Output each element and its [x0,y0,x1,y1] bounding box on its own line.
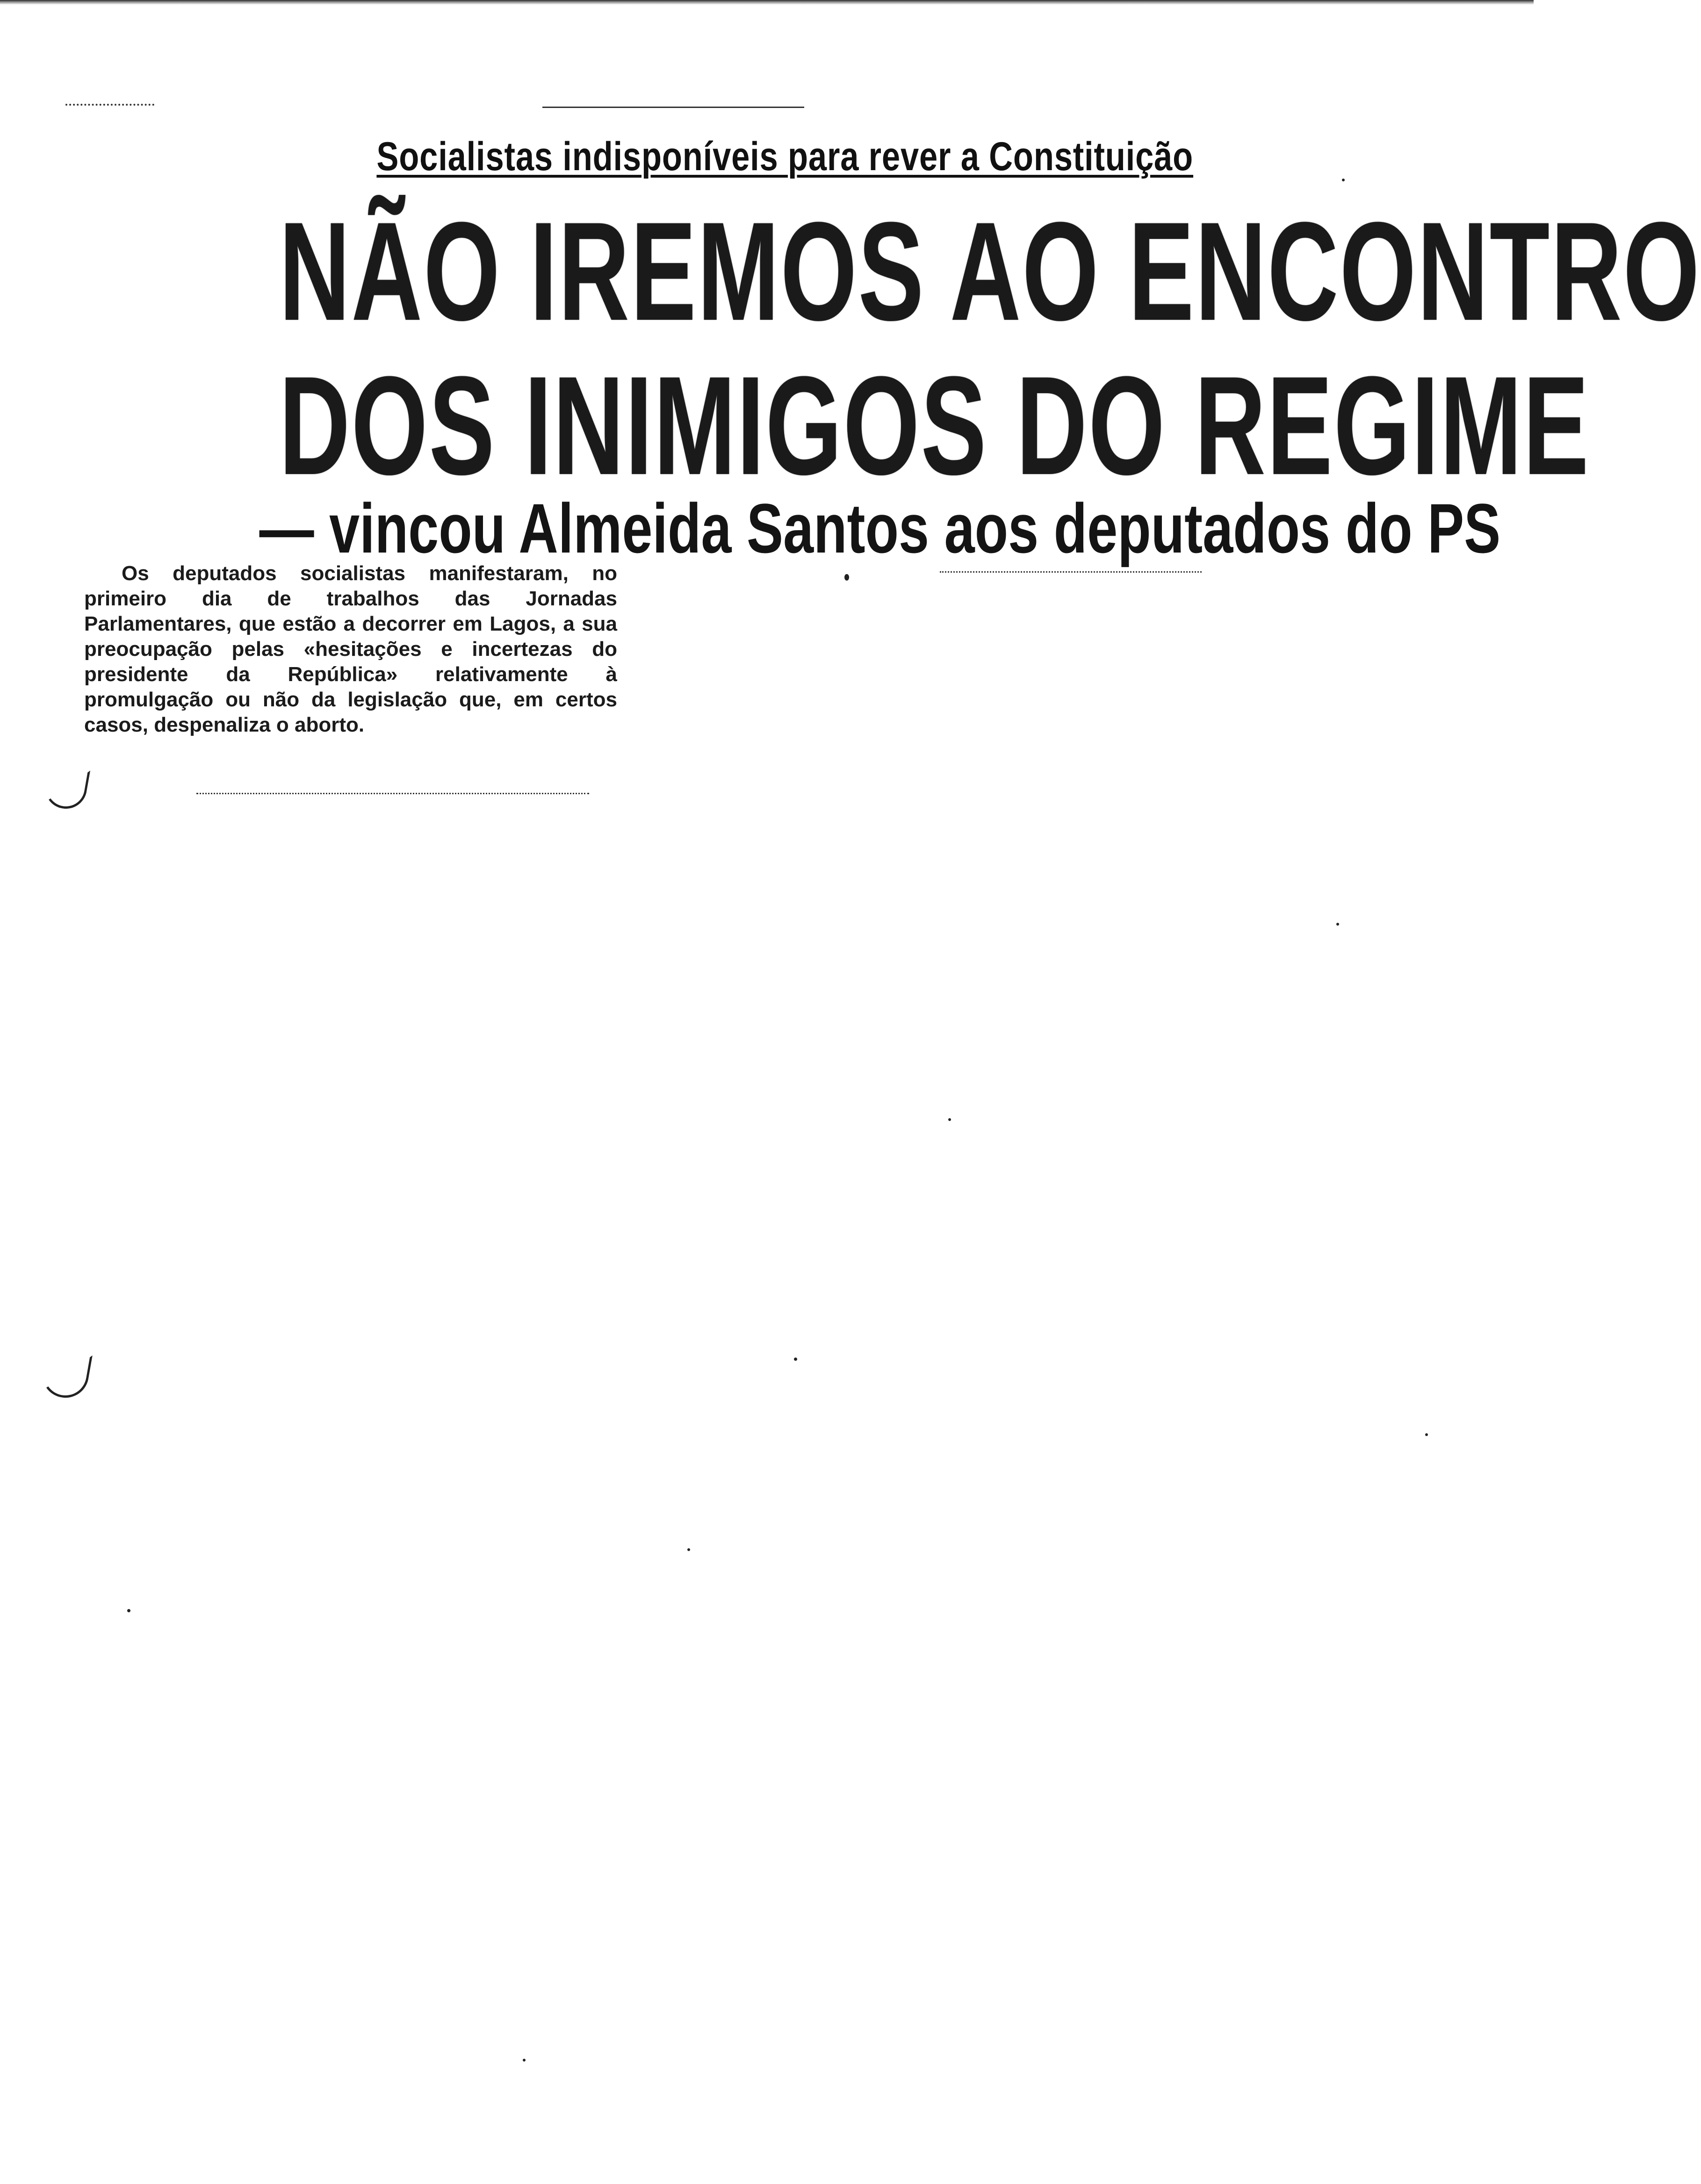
scan-speck [844,574,849,581]
scan-speck [1342,179,1345,181]
main-headline-line-2: DOS INIMIGOS DO REGIME [279,347,1590,504]
subhead-trailing-rule [940,571,1202,573]
scan-top-edge [0,0,1534,5]
scan-binding-mark-1 [42,763,90,812]
top-rule-left [65,104,154,106]
lead-paragraph: Os deputados socialistas manifestaram, no primeiro dia de trabalhos das Jornadas Parlamentares, que estão a decorrer em Lagos, a sua preocupação pelas «hesitações e incertezas do presidente da República» relativamente à promulgação ou não da legislação que, em certos casos, despenaliza o aborto. [84,562,617,736]
scan-speck [1336,923,1339,926]
lead-bottom-rule [196,793,589,794]
top-rule-right [542,107,804,108]
scan-binding-mark-2 [38,1347,93,1401]
scan-speck [687,1548,690,1551]
scan-speck [523,2059,526,2062]
kicker-headline: Socialistas indisponíveis para rever a Constituição [376,134,1194,179]
scan-speck [1425,1433,1428,1436]
main-headline-line-1: NÃO IREMOS AO ENCONTRO [279,193,1701,350]
subheadline: — vincou Almeida Santos aos deputados do PS [259,489,1501,568]
scan-speck [794,1358,797,1361]
scan-speck [948,1118,951,1121]
scan-speck [127,1609,130,1612]
